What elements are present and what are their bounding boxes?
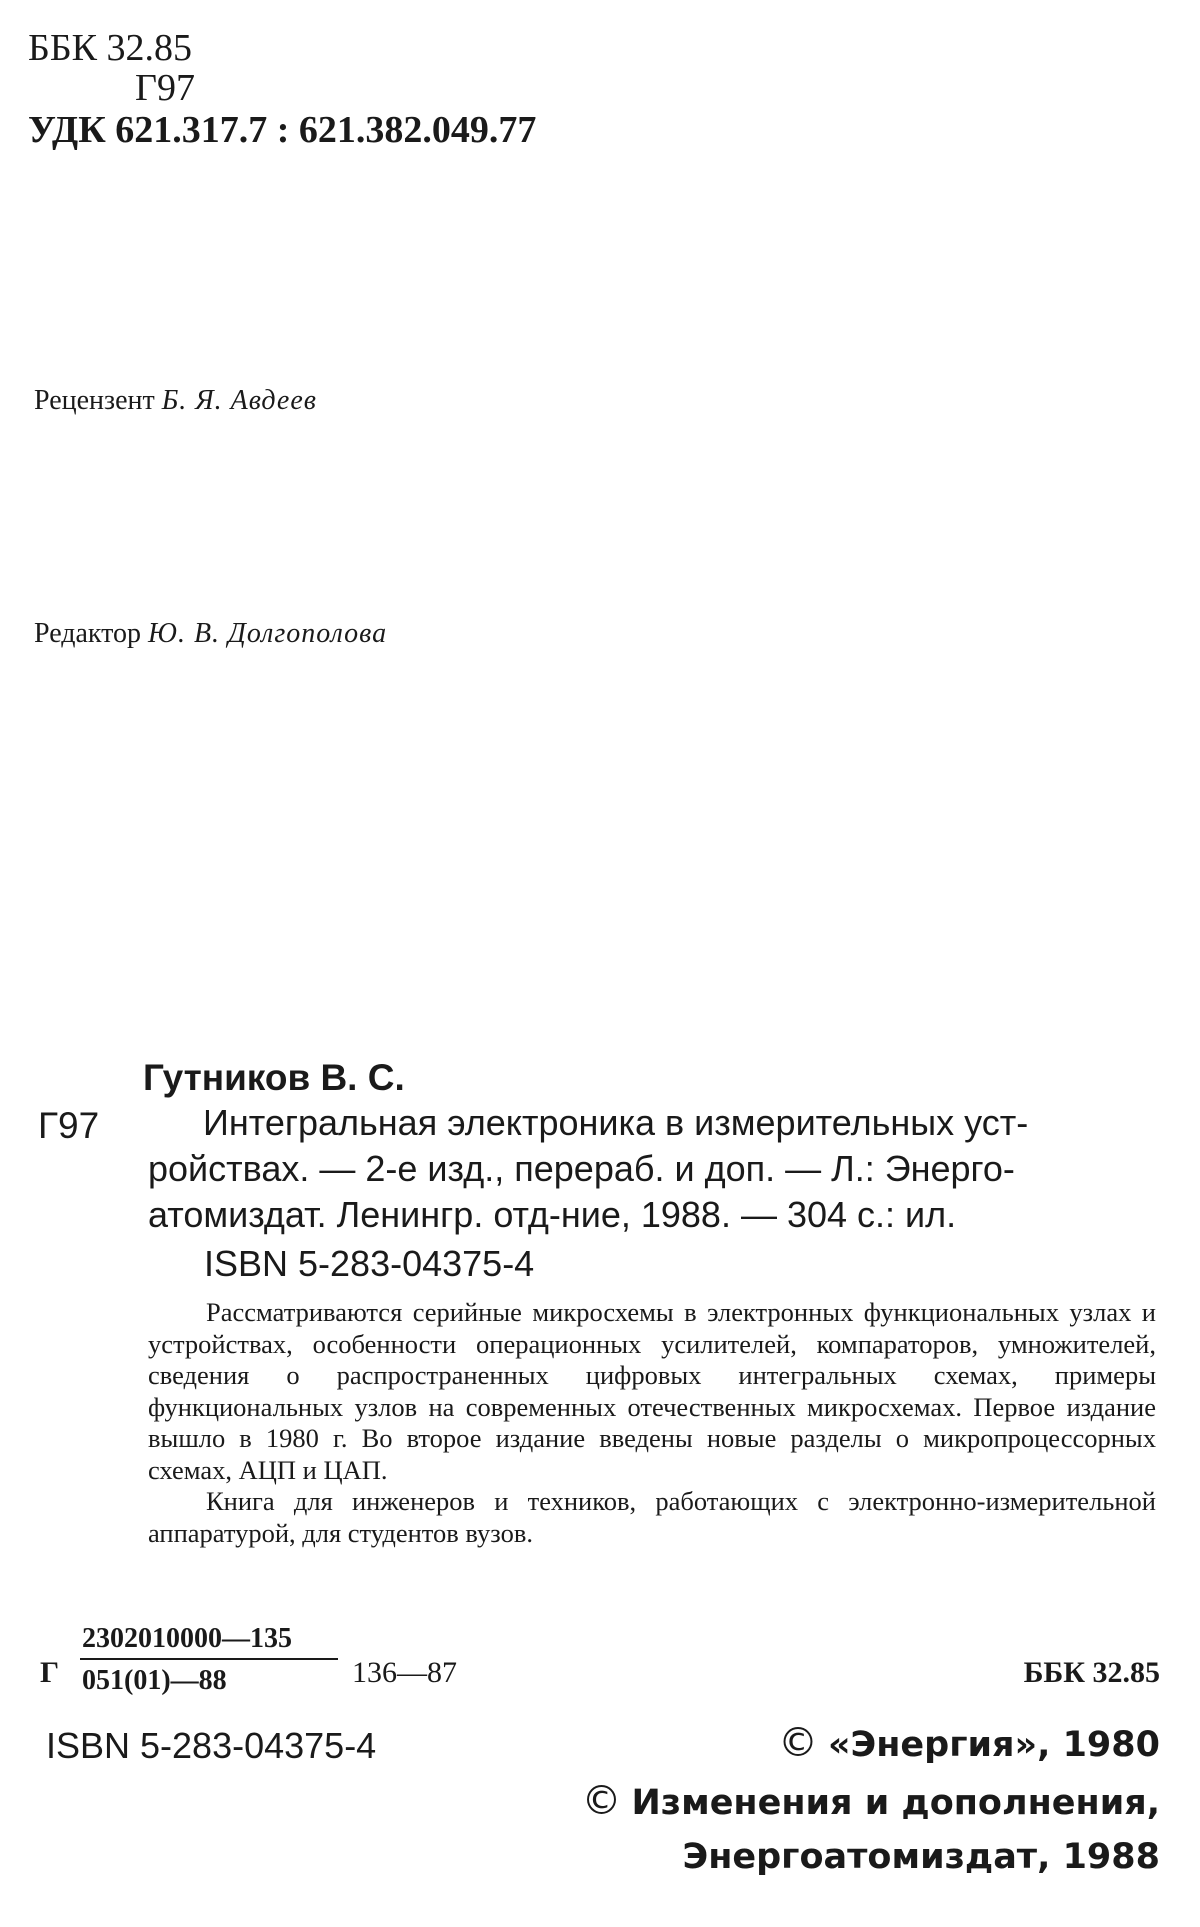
annotation [148, 1297, 1156, 1549]
copyright-text: Изменения и дополнения, [631, 1783, 1160, 1823]
bibliographic-description [148, 1100, 1156, 1238]
annotation-paragraph: Рассматриваются серийные микросхемы в электронных функциональных узлах и устройствах, особенности операционных усилителей, компараторов, умножителей, сведения о распространенных цифровых интегральных схемах, примеры функциональных узлов на современных отечественных микросхемах. Первое издание вышло в 1980 г. Во второе издание введены новые разделы о микропроцессорных схемах, АЦП и ЦАП. [148, 1297, 1156, 1485]
editor-name: Ю. В. Долгополова [148, 618, 388, 649]
reviewer-credit [34, 384, 317, 418]
copyright-line [581, 1780, 1160, 1824]
copyright-icon: © [777, 1720, 818, 1766]
footer-isbn: ISBN 5-283-04375-4 [46, 1725, 377, 1766]
fraction-numerator: 2302010000—135 [82, 1623, 292, 1654]
editor-credit [34, 617, 387, 651]
annotation-paragraph: Книга для инженеров и техников, работающих с электронно-измерительной аппаратурой, для студентов вузов. [148, 1486, 1156, 1548]
fraction-denominator: 051(01)—88 [82, 1665, 227, 1696]
description-line: атомиздат. Ленингр. отд-ние, 1988. — 304 с.: ил. [148, 1194, 957, 1235]
bbk-code: ББК 32.85 [28, 27, 192, 69]
classification-number: 136—87 [352, 1656, 457, 1689]
author-mark-code: Г97 [135, 67, 195, 109]
fraction-bar [80, 1658, 338, 1660]
description-line: ройствах. — 2-е изд., перераб. и доп. — Л.: Энерго- [148, 1148, 1015, 1189]
copyright-line [683, 1836, 1160, 1878]
reviewer-name: Б. Я. Авдеев [161, 385, 317, 416]
book-author: Гутников В. С. [143, 1057, 405, 1098]
classification-bbk: ББК 32.85 [1023, 1656, 1160, 1689]
copyright-text: «Энергия», 1980 [827, 1725, 1160, 1765]
book-author-mark: Г97 [38, 1105, 100, 1146]
reviewer-role: Рецензент [34, 385, 155, 416]
copyright-text: Энергоатомиздат, 1988 [682, 1837, 1160, 1877]
copyright-line [778, 1722, 1160, 1766]
copyright-icon: © [581, 1778, 622, 1824]
udk-code: УДК 621.317.7 : 621.382.049.77 [28, 109, 537, 151]
book-isbn: ISBN 5-283-04375-4 [204, 1243, 535, 1284]
description-line: Интегральная электроника в измерительных уст- [203, 1102, 1029, 1143]
classification-fraction [80, 1622, 338, 1698]
classification-letter: Г [40, 1656, 60, 1689]
editor-role: Редактор [34, 618, 142, 649]
